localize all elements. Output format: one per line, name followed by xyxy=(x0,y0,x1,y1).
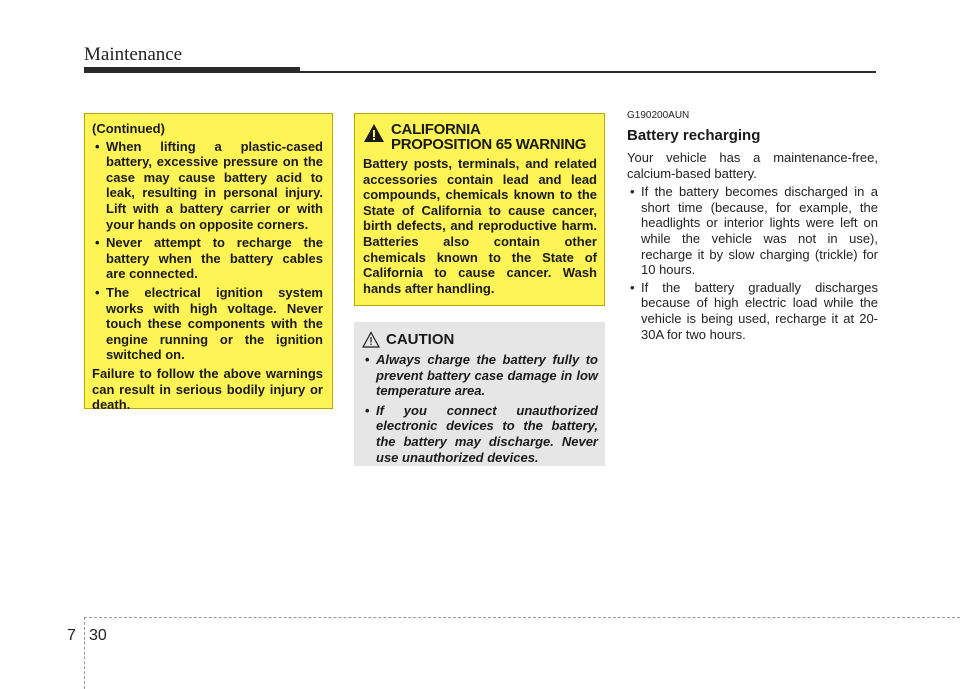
list-item: • Never attempt to recharge the battery when the battery cables are connected. xyxy=(92,235,323,282)
list-item: • If the battery gradually discharges because of high electric load while the vehicle is being used, recharge it at 20-30A for two hours. xyxy=(627,280,878,342)
header-bar xyxy=(84,67,300,73)
list-item: • Always charge the battery fully to prevent battery case damage in low temperature area. xyxy=(362,352,598,399)
caution-list xyxy=(362,352,598,465)
caution-heading xyxy=(362,331,598,348)
california-warning-box xyxy=(354,113,605,306)
section-intro: Your vehicle has a maintenance-free, calcium-based battery. xyxy=(627,150,878,181)
section-code: G190200AUN xyxy=(627,110,690,121)
continued-warning-box xyxy=(84,113,333,413)
section-list xyxy=(627,184,878,342)
footer-horizontal-rule xyxy=(84,617,960,618)
header-rule xyxy=(300,71,876,73)
battery-recharging-section xyxy=(627,110,878,344)
section-title: Battery recharging xyxy=(627,127,761,144)
page-header-title: Maintenance xyxy=(84,44,183,65)
continued-heading: (Continued) xyxy=(92,121,165,136)
caution-box xyxy=(354,322,605,466)
continued-footer-text: Failure to follow the above warnings can result in serious bodily injury or death. xyxy=(92,365,323,413)
california-body: Battery posts, terminals, and related accessories contain lead and lead compounds, chemicals known to the State of California to cause cancer, birth defects, and reproductive harm. Batteries also contain other chemicals known to the State of California to cause cancer. Wash hands after handling. xyxy=(363,156,597,296)
list-item: • If you connect unauthorized electronic devices to the battery, the battery may discharge. Never use unauthorized devices. xyxy=(362,403,598,465)
warning-triangle-icon xyxy=(363,123,385,143)
caution-title: CAUTION xyxy=(386,331,455,348)
california-heading xyxy=(363,122,597,152)
continued-list xyxy=(92,139,323,363)
california-title xyxy=(391,122,586,152)
page-number: 30 xyxy=(89,627,107,644)
list-item: • When lifting a plastic-cased battery, excessive pressure on the case may cause battery acid to leak, resulting in personal injury. Lift with a battery carrier or with your hands on opposite corners. xyxy=(92,139,323,233)
california-title-line2: PROPOSITION 65 WARNING xyxy=(391,136,587,153)
footer-vertical-rule xyxy=(84,617,85,689)
list-item: • If the battery becomes discharged in a short time (because, for example, the headlights or interior lights were left on while the vehicle was not in use), recharge it by slow charging (trickle) for 10 hours. xyxy=(627,184,878,278)
caution-triangle-icon xyxy=(362,331,380,348)
page-chapter-number: 7 xyxy=(67,627,76,644)
list-item: • The electrical ignition system works with high voltage. Never touch these components with the engine running or the ignition switched on. xyxy=(92,285,323,363)
california-title-line1: CALIFORNIA xyxy=(391,121,481,138)
